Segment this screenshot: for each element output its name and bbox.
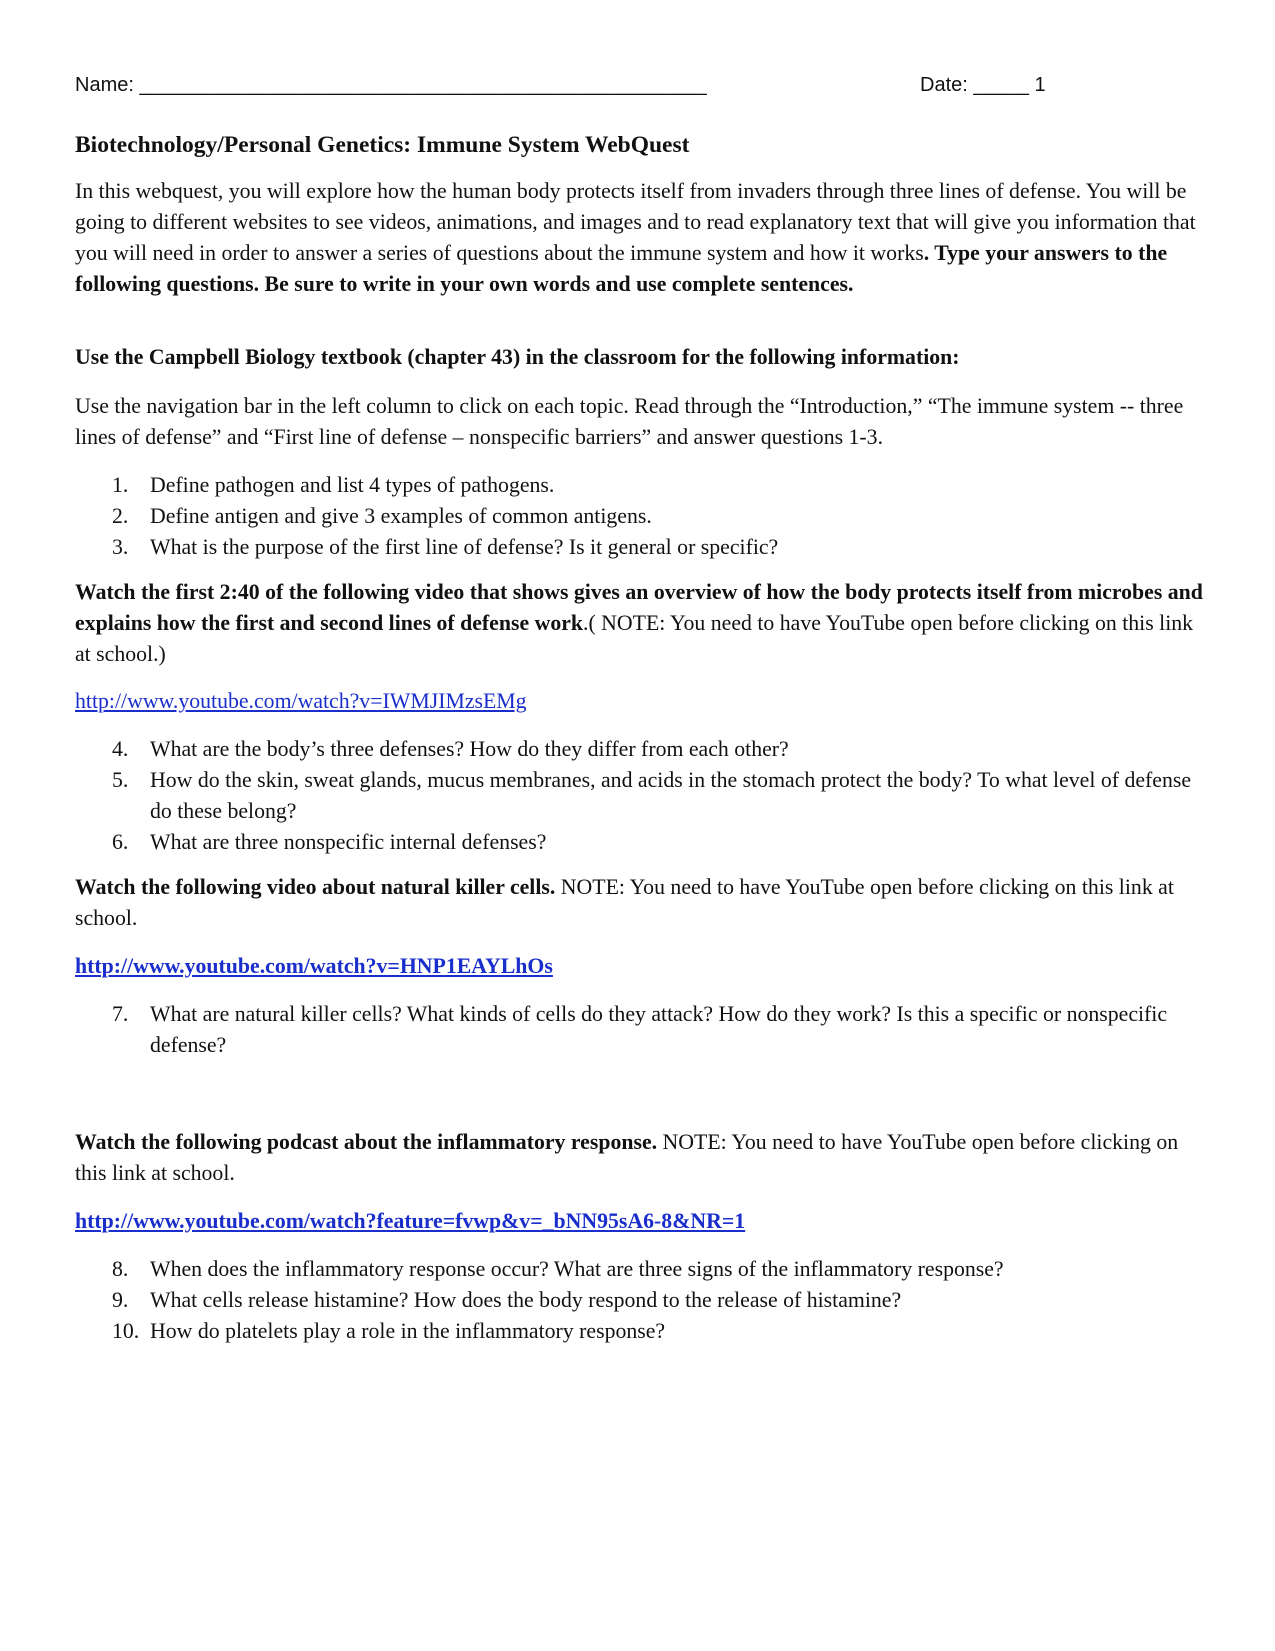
question-text: What is the purpose of the first line of defense? Is it general or specific? — [150, 535, 779, 559]
question-text: How do the skin, sweat glands, mucus membranes, and acids in the stomach protect the body? To what level of defense do these belong? — [150, 768, 1192, 823]
section4-note: NOTE: You need to have YouTube open before clicking on this link at school. — [75, 1130, 1179, 1185]
question-list-1 — [75, 470, 1205, 563]
date-field-label: Date: _____ 1 — [920, 74, 1046, 96]
section3-link-row — [75, 951, 1205, 982]
name-field-label: Name: ___________________________________________________ — [75, 74, 707, 96]
document-title: Biotechnology/Personal Genetics: Immune System WebQuest — [75, 132, 690, 158]
section3-bold-text: Watch the following video about natural killer cells. — [75, 875, 556, 899]
question-text: Define antigen and give 3 examples of common antigens. — [150, 504, 652, 528]
section2-note: .( NOTE: You need to have YouTube open before clicking on this link at school.) — [75, 611, 1194, 666]
question-text: What are the body’s three defenses? How do they differ from each other? — [150, 737, 789, 761]
question-text: What are three nonspecific internal defenses? — [150, 830, 547, 854]
question-list-3 — [75, 999, 1205, 1061]
video-link-1[interactable]: http://www.youtube.com/watch?v=IWMJIMzsEMg — [75, 689, 527, 713]
list-item — [75, 1254, 1205, 1285]
question-text: What are natural killer cells? What kinds of cells do they attack? How do they work? Is this a specific or nonspecific defense? — [150, 1002, 1168, 1057]
question-text: Define pathogen and list 4 types of pathogens. — [150, 473, 555, 497]
list-item — [75, 999, 1205, 1061]
section1-instructions: Use the navigation bar in the left column to click on each topic. Read through the “Introduction,” “The immune system -- three lines of defense” and “First line of defense – nonspecific barriers” and answer questions 1-3. — [75, 394, 1184, 449]
question-list-4 — [75, 1254, 1205, 1347]
question-number: 4. — [112, 737, 129, 761]
question-list-2 — [75, 734, 1205, 858]
question-number: 5. — [112, 768, 129, 792]
list-item — [75, 470, 1205, 501]
question-text: How do platelets play a role in the inflammatory response? — [150, 1319, 666, 1343]
section4-paragraph — [75, 1127, 1205, 1189]
intro-paragraph — [75, 176, 1205, 300]
section3-paragraph — [75, 872, 1205, 934]
list-item — [75, 1316, 1205, 1347]
list-item — [75, 501, 1205, 532]
podcast-link[interactable]: http://www.youtube.com/watch?feature=fvwp&v=_bNN95sA6-8&NR=1 — [75, 1209, 746, 1233]
list-item — [75, 734, 1205, 765]
video-link-2[interactable]: http://www.youtube.com/watch?v=HNP1EAYLhOs — [75, 954, 553, 978]
list-item — [75, 765, 1205, 827]
question-number: 2. — [112, 504, 129, 528]
question-number: 10. — [112, 1319, 140, 1343]
question-number: 6. — [112, 830, 129, 854]
question-text: What cells release histamine? How does the body respond to the release of histamine? — [150, 1288, 902, 1312]
question-number: 7. — [112, 1002, 129, 1026]
question-number: 9. — [112, 1288, 129, 1312]
list-item — [75, 827, 1205, 858]
section4-link-row — [75, 1206, 1205, 1237]
header — [75, 72, 1075, 98]
question-number: 8. — [112, 1257, 129, 1281]
question-number: 3. — [112, 535, 129, 559]
section2-paragraph — [75, 577, 1205, 670]
section3-note: NOTE: You need to have YouTube open before clicking on this link at school. — [75, 875, 1174, 930]
intro-bold-text: . Type your answers to the following questions. Be sure to write in your own words and use complete sentences. — [75, 241, 1168, 296]
list-item — [75, 1285, 1205, 1316]
section4-bold-text: Watch the following podcast about the inflammatory response. — [75, 1130, 658, 1154]
list-item — [75, 532, 1205, 563]
section1-heading: Use the Campbell Biology textbook (chapter 43) in the classroom for the following information: — [75, 345, 960, 369]
question-text: When does the inflammatory response occur? What are three signs of the inflammatory response? — [150, 1257, 1004, 1281]
section2-bold-text: Watch the first 2:40 of the following video that shows gives an overview of how the body protects itself from microbes and explains how the first and second lines of defense work — [75, 580, 1203, 635]
intro-text: In this webquest, you will explore how the human body protects itself from invaders through three lines of defense. You will be going to different websites to see videos, animations, and images and to read explanatory text that will give you information that you will need in order to answer a series of questions about the immune system and how it works — [75, 179, 1196, 265]
question-number: 1. — [112, 473, 129, 497]
section2-link-row — [75, 686, 1205, 717]
